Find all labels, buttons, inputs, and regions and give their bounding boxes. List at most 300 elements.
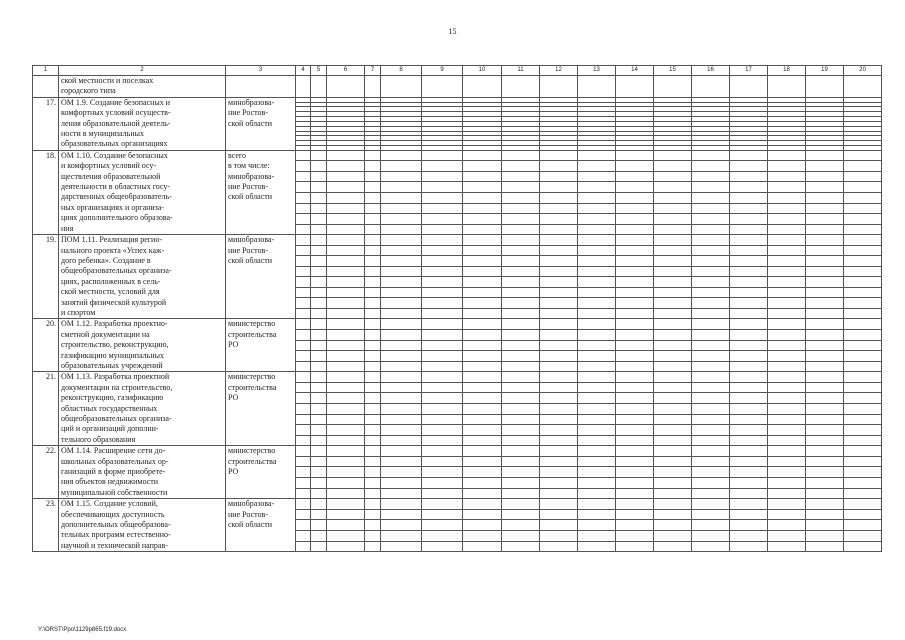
value-cell	[730, 224, 768, 235]
value-cell	[616, 319, 654, 330]
value-cell	[692, 414, 730, 425]
column-number: 15	[654, 66, 692, 76]
value-cell	[540, 224, 578, 235]
value-cell	[365, 214, 381, 225]
value-cell	[463, 393, 502, 404]
executor: минобразова- ние Ростов- ской области	[226, 499, 296, 552]
value-cell	[768, 382, 806, 393]
value-cell	[692, 531, 730, 542]
value-cell	[844, 192, 882, 203]
value-cell	[768, 361, 806, 372]
measure-description: ПОМ 1.11. Реализация регио- нального проекта «Успех каж- дого ребенка». Создание в общеобразовательных организа- циях, расположенных в сель- ской местности, условий для занятий физической культурой и спортом	[59, 235, 226, 319]
value-cell	[296, 488, 311, 499]
value-cell	[654, 467, 692, 478]
value-cell	[296, 277, 311, 288]
value-cell	[311, 277, 327, 288]
value-cell	[311, 245, 327, 256]
value-cell	[327, 393, 365, 404]
value-cell	[844, 372, 882, 383]
value-cell	[296, 235, 311, 246]
value-cell	[540, 277, 578, 288]
value-cell	[692, 308, 730, 319]
value-cell	[502, 171, 540, 182]
value-cell	[463, 203, 502, 214]
value-cell	[502, 203, 540, 214]
value-cell	[463, 361, 502, 372]
value-cell	[730, 393, 768, 404]
value-cell	[654, 245, 692, 256]
value-cell	[422, 435, 463, 446]
value-cell	[806, 541, 844, 552]
value-cell	[654, 478, 692, 489]
value-cell	[502, 520, 540, 531]
value-cell	[327, 456, 365, 467]
value-cell	[616, 298, 654, 309]
value-cell	[692, 224, 730, 235]
value-cell	[540, 192, 578, 203]
column-number: 1	[33, 66, 59, 76]
value-cell	[311, 393, 327, 404]
value-cell	[311, 150, 327, 161]
value-cell	[502, 235, 540, 246]
value-cell	[311, 287, 327, 298]
value-cell	[768, 203, 806, 214]
value-cell	[578, 541, 616, 552]
value-cell	[730, 531, 768, 542]
value-cell	[381, 351, 422, 362]
value-cell	[327, 478, 365, 489]
column-number: 11	[502, 66, 540, 76]
value-cell	[806, 182, 844, 193]
row-number: 21.	[33, 372, 59, 446]
value-cell	[844, 214, 882, 225]
value-cell	[463, 266, 502, 277]
value-cell	[654, 531, 692, 542]
value-cell	[578, 298, 616, 309]
value-cell	[692, 435, 730, 446]
value-cell	[806, 372, 844, 383]
value-cell	[540, 509, 578, 520]
value-cell	[502, 214, 540, 225]
value-cell	[422, 499, 463, 510]
value-cell	[311, 467, 327, 478]
value-cell	[654, 393, 692, 404]
value-cell	[311, 361, 327, 372]
value-cell	[540, 382, 578, 393]
value-cell	[730, 235, 768, 246]
value-cell	[311, 499, 327, 510]
value-cell	[806, 245, 844, 256]
value-cell	[540, 76, 578, 98]
column-number: 17	[730, 66, 768, 76]
value-cell	[692, 340, 730, 351]
value-cell	[327, 541, 365, 552]
value-cell	[327, 435, 365, 446]
value-cell	[578, 256, 616, 267]
value-cell	[616, 372, 654, 383]
value-cell	[311, 298, 327, 309]
value-cell	[327, 214, 365, 225]
value-cell	[422, 372, 463, 383]
value-cell	[381, 393, 422, 404]
value-cell	[540, 541, 578, 552]
value-cell	[381, 277, 422, 288]
value-cell	[730, 456, 768, 467]
measure-row	[33, 150, 882, 161]
value-cell	[806, 308, 844, 319]
value-cell	[616, 266, 654, 277]
value-cell	[327, 425, 365, 436]
value-cell	[768, 541, 806, 552]
value-cell	[296, 467, 311, 478]
value-cell	[616, 520, 654, 531]
value-cell	[365, 256, 381, 267]
value-cell	[578, 509, 616, 520]
value-cell	[806, 404, 844, 415]
value-cell	[296, 456, 311, 467]
value-cell	[296, 425, 311, 436]
row-number: 20.	[33, 319, 59, 372]
value-cell	[844, 382, 882, 393]
value-cell	[806, 340, 844, 351]
value-cell	[730, 171, 768, 182]
value-cell	[365, 76, 381, 98]
value-cell	[422, 287, 463, 298]
column-number: 19	[806, 66, 844, 76]
value-cell	[422, 203, 463, 214]
value-cell	[502, 340, 540, 351]
value-cell	[578, 235, 616, 246]
measure-row	[33, 372, 882, 383]
value-cell	[844, 329, 882, 340]
value-cell	[381, 203, 422, 214]
value-cell	[654, 224, 692, 235]
value-cell	[381, 478, 422, 489]
value-cell	[844, 287, 882, 298]
value-cell	[463, 446, 502, 457]
value-cell	[365, 329, 381, 340]
value-cell	[365, 266, 381, 277]
value-cell	[806, 150, 844, 161]
value-cell	[463, 277, 502, 288]
value-cell	[540, 256, 578, 267]
value-cell	[311, 425, 327, 436]
value-cell	[327, 351, 365, 362]
value-cell	[578, 425, 616, 436]
value-cell	[311, 382, 327, 393]
value-cell	[381, 245, 422, 256]
value-cell	[844, 435, 882, 446]
value-cell	[422, 182, 463, 193]
value-cell	[502, 192, 540, 203]
value-cell	[463, 245, 502, 256]
value-cell	[463, 319, 502, 330]
value-cell	[654, 161, 692, 172]
value-cell	[768, 298, 806, 309]
value-cell	[654, 182, 692, 193]
value-cell	[296, 266, 311, 277]
value-cell	[422, 520, 463, 531]
value-cell	[692, 456, 730, 467]
value-cell	[502, 499, 540, 510]
value-cell	[381, 425, 422, 436]
row-number: 18.	[33, 150, 59, 234]
value-cell	[692, 192, 730, 203]
value-cell	[422, 235, 463, 246]
value-cell	[806, 393, 844, 404]
value-cell	[692, 509, 730, 520]
value-cell	[381, 266, 422, 277]
column-number: 8	[381, 66, 422, 76]
value-cell	[327, 509, 365, 520]
value-cell	[365, 245, 381, 256]
value-cell	[327, 340, 365, 351]
column-number: 10	[463, 66, 502, 76]
value-cell	[578, 372, 616, 383]
value-cell	[381, 520, 422, 531]
value-cell	[806, 214, 844, 225]
value-cell	[502, 414, 540, 425]
value-cell	[844, 351, 882, 362]
row-number: 23.	[33, 499, 59, 552]
value-cell	[616, 404, 654, 415]
value-cell	[381, 150, 422, 161]
value-cell	[806, 266, 844, 277]
value-cell	[463, 372, 502, 383]
value-cell	[730, 76, 768, 98]
value-cell	[311, 446, 327, 457]
value-cell	[365, 414, 381, 425]
measure-row	[33, 235, 882, 246]
value-cell	[296, 372, 311, 383]
value-cell	[296, 329, 311, 340]
value-cell	[463, 340, 502, 351]
value-cell	[654, 499, 692, 510]
value-cell	[296, 308, 311, 319]
value-cell	[806, 192, 844, 203]
value-cell	[806, 235, 844, 246]
value-cell	[768, 329, 806, 340]
value-cell	[422, 488, 463, 499]
value-cell	[768, 509, 806, 520]
value-cell	[730, 308, 768, 319]
value-cell	[844, 404, 882, 415]
value-cell	[806, 277, 844, 288]
value-cell	[540, 340, 578, 351]
value-cell	[654, 203, 692, 214]
value-cell	[296, 340, 311, 351]
value-cell	[768, 319, 806, 330]
value-cell	[540, 467, 578, 478]
value-cell	[692, 76, 730, 98]
value-cell	[502, 435, 540, 446]
value-cell	[422, 541, 463, 552]
value-cell	[296, 520, 311, 531]
value-cell	[654, 76, 692, 98]
value-cell	[578, 182, 616, 193]
value-cell	[692, 404, 730, 415]
value-cell	[422, 393, 463, 404]
value-cell	[654, 361, 692, 372]
value-cell	[768, 499, 806, 510]
value-cell	[730, 404, 768, 415]
value-cell	[692, 161, 730, 172]
value-cell	[463, 488, 502, 499]
value-cell	[327, 329, 365, 340]
value-cell	[365, 393, 381, 404]
value-cell	[502, 161, 540, 172]
value-cell	[578, 467, 616, 478]
value-cell	[844, 520, 882, 531]
value-cell	[463, 329, 502, 340]
value-cell	[296, 446, 311, 457]
value-cell	[616, 161, 654, 172]
value-cell	[365, 277, 381, 288]
value-cell	[381, 414, 422, 425]
value-cell	[296, 541, 311, 552]
value-cell	[692, 214, 730, 225]
value-cell	[844, 541, 882, 552]
column-number: 16	[692, 66, 730, 76]
value-cell	[654, 425, 692, 436]
value-cell	[327, 203, 365, 214]
executor: минобразова- ние Ростов- ской области	[226, 97, 296, 150]
value-cell	[578, 214, 616, 225]
value-cell	[540, 425, 578, 436]
value-cell	[844, 161, 882, 172]
value-cell	[311, 351, 327, 362]
value-cell	[730, 214, 768, 225]
value-cell	[365, 382, 381, 393]
value-cell	[616, 182, 654, 193]
value-cell	[463, 256, 502, 267]
value-cell	[463, 224, 502, 235]
value-cell	[365, 541, 381, 552]
value-cell	[463, 404, 502, 415]
value-cell	[381, 298, 422, 309]
value-cell	[616, 541, 654, 552]
value-cell	[806, 509, 844, 520]
value-cell	[296, 171, 311, 182]
value-cell	[365, 150, 381, 161]
value-cell	[654, 414, 692, 425]
value-cell	[806, 224, 844, 235]
column-number: 6	[327, 66, 365, 76]
column-number: 3	[226, 66, 296, 76]
value-cell	[578, 382, 616, 393]
value-cell	[463, 520, 502, 531]
page-number: 15	[448, 27, 457, 36]
value-cell	[502, 319, 540, 330]
value-cell	[463, 541, 502, 552]
value-cell	[616, 509, 654, 520]
value-cell	[578, 319, 616, 330]
value-cell	[768, 192, 806, 203]
value-cell	[654, 192, 692, 203]
value-cell	[540, 456, 578, 467]
value-cell	[692, 277, 730, 288]
value-cell	[502, 150, 540, 161]
value-cell	[296, 214, 311, 225]
value-cell	[844, 425, 882, 436]
value-cell	[768, 393, 806, 404]
value-cell	[578, 488, 616, 499]
value-cell	[844, 171, 882, 182]
value-cell	[311, 76, 327, 98]
value-cell	[422, 425, 463, 436]
value-cell	[578, 171, 616, 182]
value-cell	[578, 404, 616, 415]
value-cell	[463, 499, 502, 510]
value-cell	[768, 372, 806, 383]
value-cell	[844, 319, 882, 330]
value-cell	[365, 478, 381, 489]
value-cell	[365, 435, 381, 446]
value-cell	[311, 308, 327, 319]
value-cell	[654, 287, 692, 298]
value-cell	[730, 287, 768, 298]
value-cell	[502, 308, 540, 319]
value-cell	[844, 76, 882, 98]
executor	[226, 76, 296, 98]
value-cell	[311, 531, 327, 542]
value-cell	[381, 446, 422, 457]
value-cell	[616, 446, 654, 457]
value-cell	[616, 393, 654, 404]
value-cell	[463, 171, 502, 182]
value-cell	[502, 76, 540, 98]
value-cell	[311, 520, 327, 531]
value-cell	[327, 277, 365, 288]
value-cell	[381, 372, 422, 383]
value-cell	[578, 161, 616, 172]
value-cell	[768, 161, 806, 172]
value-cell	[844, 446, 882, 457]
value-cell	[844, 361, 882, 372]
value-cell	[578, 287, 616, 298]
executor: министерство строительства РО	[226, 446, 296, 499]
value-cell	[422, 277, 463, 288]
value-cell	[540, 531, 578, 542]
value-cell	[327, 245, 365, 256]
value-cell	[296, 509, 311, 520]
row-number: 17.	[33, 97, 59, 150]
value-cell	[806, 456, 844, 467]
value-cell	[578, 150, 616, 161]
value-cell	[296, 287, 311, 298]
value-cell	[327, 182, 365, 193]
value-cell	[692, 425, 730, 436]
value-cell	[768, 277, 806, 288]
value-cell	[844, 467, 882, 478]
value-cell	[463, 478, 502, 489]
value-cell	[502, 425, 540, 436]
value-cell	[422, 298, 463, 309]
value-cell	[463, 235, 502, 246]
value-cell	[463, 425, 502, 436]
executor: всего в том числе: минобразова- ние Ростов- ской области	[226, 150, 296, 234]
value-cell	[768, 478, 806, 489]
value-cell	[422, 340, 463, 351]
value-cell	[422, 224, 463, 235]
value-cell	[327, 171, 365, 182]
value-cell	[730, 488, 768, 499]
value-cell	[327, 150, 365, 161]
value-cell	[422, 76, 463, 98]
value-cell	[540, 404, 578, 415]
value-cell	[844, 393, 882, 404]
value-cell	[381, 214, 422, 225]
